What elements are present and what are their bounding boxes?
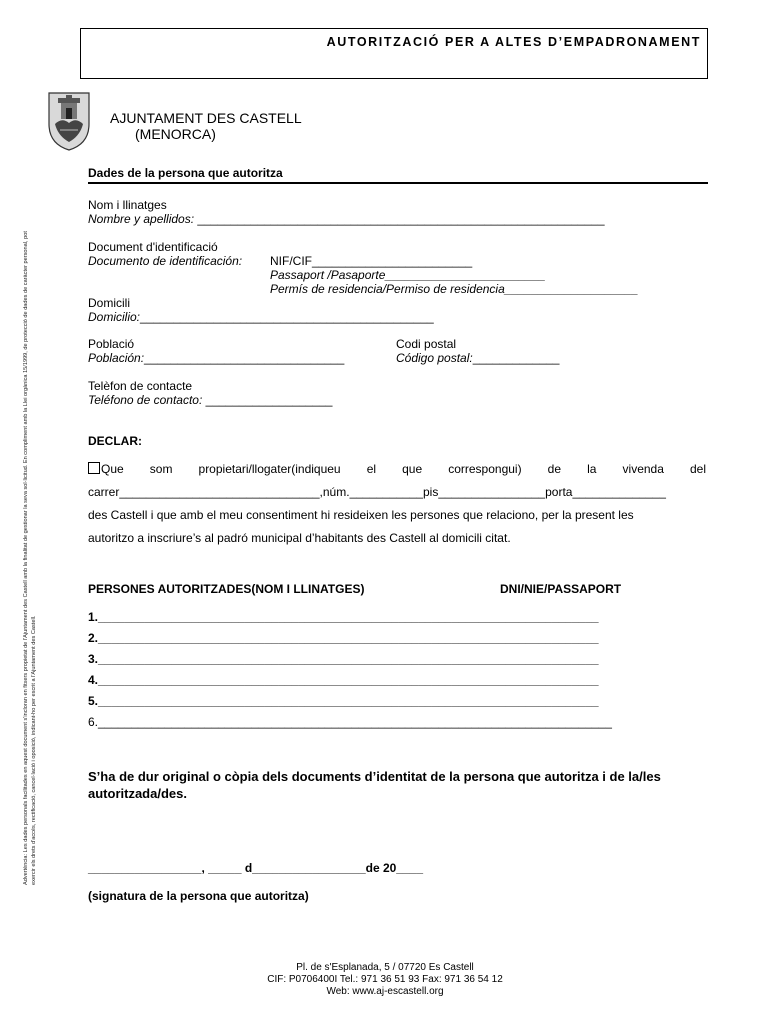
authorized-names-header: PERSONES AUTORITZADES(NOM I LLINATGES): [88, 582, 365, 596]
phone-field[interactable]: [88, 393, 332, 407]
declaration-line-1: [88, 458, 706, 481]
doc-passport-field[interactable]: Passaport /Pasaporte________________________: [270, 268, 546, 282]
section-heading-person: Dades de la persona que autoritza: [88, 166, 708, 184]
declaration-word[interactable]: Que: [88, 458, 124, 481]
footer: [0, 962, 770, 998]
town-field[interactable]: [88, 351, 344, 365]
declaration-word: de: [547, 462, 562, 476]
declaration-street-line[interactable]: carrer______________________________,núm.___________pis________________porta______________: [88, 485, 666, 499]
address-field[interactable]: [88, 310, 434, 324]
doc-label-es: Documento de identificación:: [88, 254, 243, 268]
footer-contact: CIF: P0706400I Tel.: 971 36 51 93 Fax: 971 36 54 12: [267, 974, 503, 985]
declaration-word: la: [587, 462, 597, 476]
name-label-es: Nombre y apellidos:: [88, 212, 195, 226]
municipality-header: [110, 110, 302, 142]
footer-address: Pl. de s'Esplanada, 5 / 07720 Es Castell: [296, 962, 474, 973]
declaration-word: correspongui): [448, 462, 522, 476]
declaration-line-3: des Castell i que amb el meu consentiment hi resideixen les persones que relaciono, per la present les: [88, 508, 634, 522]
name-label: Nom i llinatges: [88, 198, 167, 212]
postal-label: Codi postal: [396, 337, 457, 351]
title-box: [80, 28, 708, 79]
declaration-word: som: [149, 462, 173, 476]
doc-label: Document d'identificació: [88, 240, 218, 254]
name-field[interactable]: [88, 212, 605, 226]
declaration-word: del: [689, 462, 706, 476]
town-label-es: Población:: [88, 351, 145, 365]
declaration-heading: DECLAR:: [88, 434, 142, 448]
authorized-row-3[interactable]: 3.___________________________________________________________________________: [88, 652, 599, 666]
town-line: ______________________________: [144, 351, 345, 365]
declaration-word: propietari/llogater(indiqueu: [198, 462, 341, 476]
privacy-notice: [22, 155, 38, 885]
address-line: ____________________________________________: [140, 310, 434, 324]
declaration-word: el: [366, 462, 377, 476]
town-label: Població: [88, 337, 135, 351]
phone-line: ___________________: [202, 393, 333, 407]
municipality-region: (MENORCA): [135, 126, 216, 142]
name-line: _____________________________________________________________: [194, 212, 605, 226]
doc-nif-field[interactable]: NIF/CIF________________________: [270, 254, 473, 268]
authorized-row-6[interactable]: 6._____________________________________________________________________________: [88, 715, 612, 729]
declaration-body: [88, 458, 706, 550]
privacy-notice-line-2: exercir els drets d'accés, rectificació, cancel·lació i oposició, indicant-ho per escrit a l'Ajuntament des Castell.: [31, 615, 37, 885]
authorized-row-4[interactable]: 4.___________________________________________________________________________: [88, 673, 599, 687]
address-label-es: Domicilio:: [88, 310, 141, 324]
documents-notice: S’ha de dur original o còpia dels documents d’identitat de la persona que autoritza i de la/les autoritzada/des.: [88, 769, 661, 801]
form-title: AUTORITZACIÓ PER A ALTES D’EMPADRONAMENT: [326, 35, 701, 49]
authorized-row-1[interactable]: 1.___________________________________________________________________________: [88, 610, 599, 624]
phone-label-es: Teléfono de contacto:: [88, 393, 203, 407]
postal-field[interactable]: [396, 351, 559, 365]
postal-line: _____________: [472, 351, 560, 365]
authorized-id-header: DNI/NIE/PASSAPORT: [500, 582, 622, 596]
doc-permit-field[interactable]: Permís de residencia/Permiso de residencia____________________: [270, 282, 639, 296]
declaration-word: vivenda: [622, 462, 664, 476]
postal-label-es: Código postal:: [396, 351, 473, 365]
address-label: Domicili: [88, 296, 130, 310]
phone-label: Telèfon de contacte: [88, 379, 193, 393]
declaration-line-4: autoritzo a inscriure’s al padró municipal d’habitants des Castell al domicili citat.: [88, 531, 511, 545]
owner-tenant-checkbox[interactable]: [88, 462, 100, 474]
municipality-name: AJUNTAMENT DES CASTELL: [110, 110, 302, 126]
declaration-word: que: [402, 462, 423, 476]
privacy-notice-line-1: Advertència: Les dades personals facilitades en aquest document s'incloran en fitxers propietat de l'Ajuntament des Castell amb la finalitat de gestionar la seva sol·licitud. En compliment amb la Llei orgànica 15/1999, de protecció de dades de caràcter personal, pot: [23, 231, 29, 885]
authorized-row-5[interactable]: 5.___________________________________________________________________________: [88, 694, 599, 708]
signature-label: (signatura de la persona que autoritza): [88, 889, 309, 903]
coat-of-arms-icon: [46, 90, 92, 152]
footer-web[interactable]: Web: www.aj-escastell.org: [326, 986, 444, 997]
date-place-line[interactable]: _________________, _____ d_________________de 20____: [88, 861, 423, 875]
authorized-row-2[interactable]: 2.___________________________________________________________________________: [88, 631, 599, 645]
